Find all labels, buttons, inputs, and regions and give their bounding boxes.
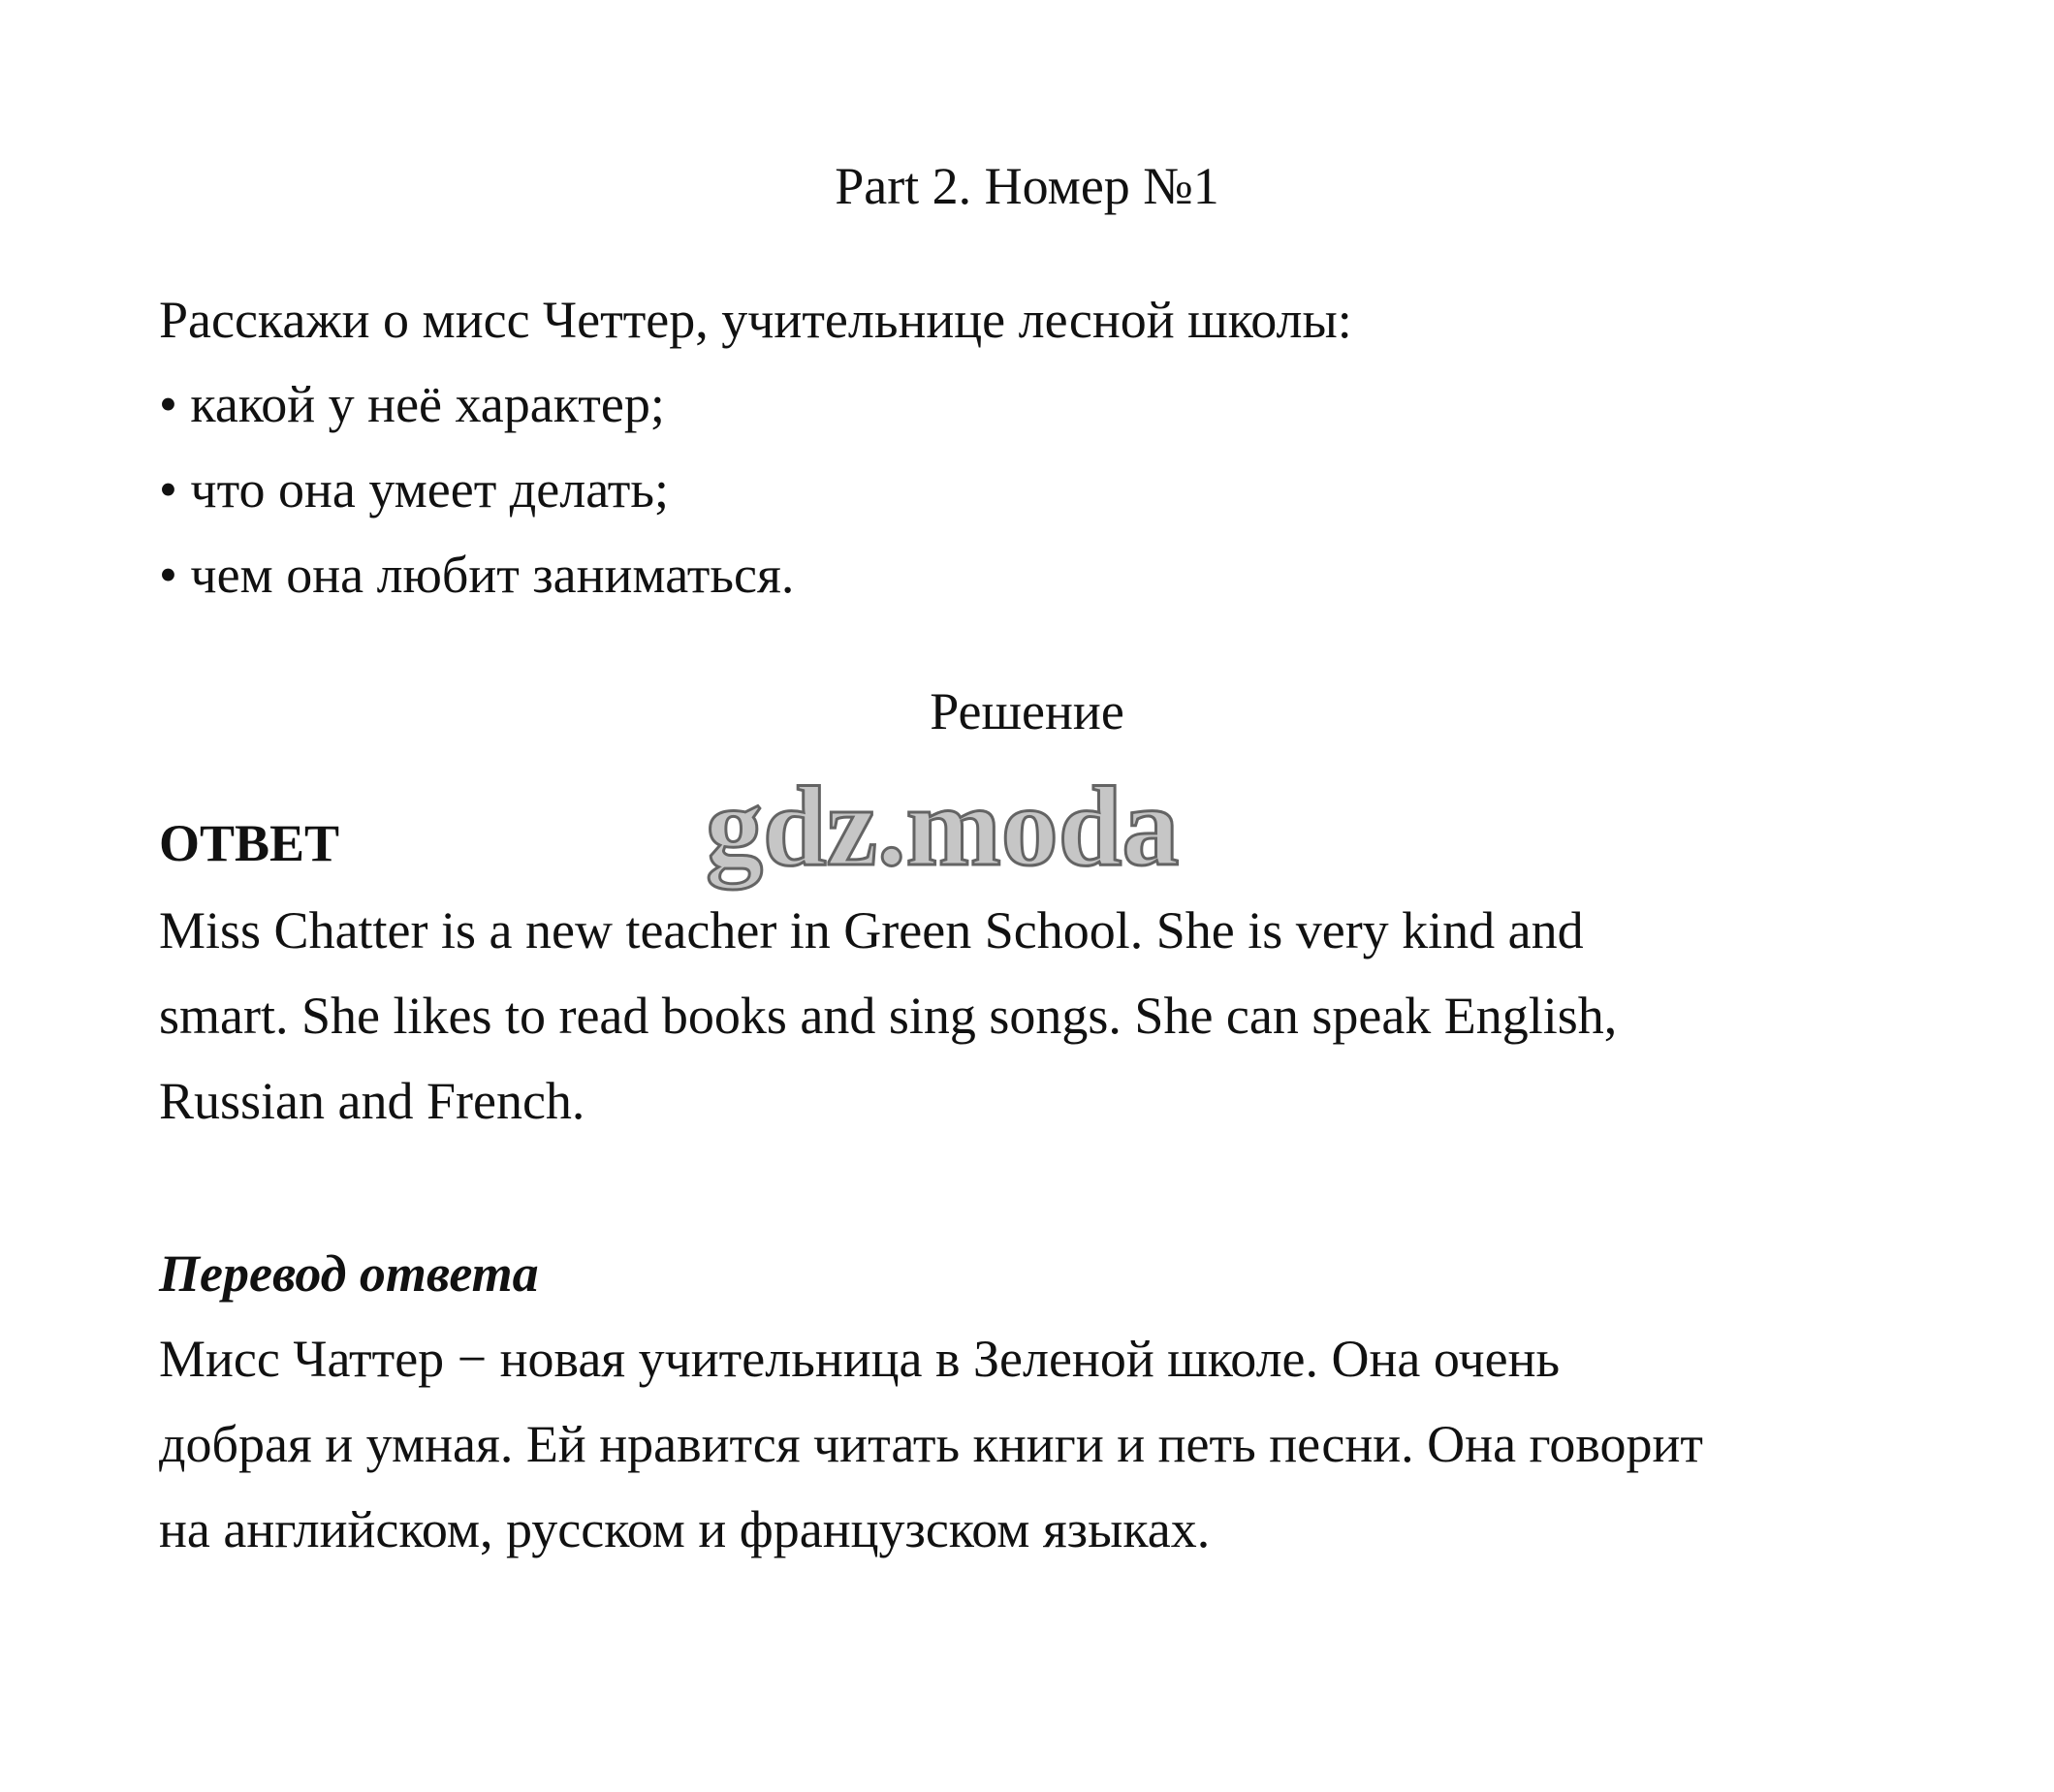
answer-line-1: Miss Chatter is a new teacher in Green School. She is very kind and — [159, 901, 1584, 959]
answer-line-2: smart. She likes to read books and sing songs. She can speak English, — [159, 987, 1618, 1045]
answer-label: ОТВЕТ — [159, 814, 340, 872]
task-bullet-abilities: • что она умеет делать; — [159, 460, 669, 519]
translation-line-3: на английском, русском и французском языках. — [159, 1500, 1211, 1558]
task-intro: Расскажи о мисс Четтер, учительнице лесной школы: — [159, 291, 1352, 349]
watermark-logo — [698, 766, 1299, 892]
solution-heading: Решение — [930, 682, 1124, 740]
translation-line-1: Мисс Чаттер − новая учительница в Зеленой школе. Она очень — [159, 1330, 1561, 1388]
page-title: Part 2. Номер №1 — [835, 157, 1219, 215]
task-bullet-character: • какой у неё характер; — [159, 375, 665, 433]
translation-line-2: добрая и умная. Ей нравится читать книги и петь песни. Она говорит — [159, 1415, 1703, 1473]
watermark-text: gdz.moda — [706, 766, 1180, 890]
answer-line-3: Russian and French. — [159, 1072, 585, 1130]
task-bullet-hobbies: • чем она любит заниматься. — [159, 546, 795, 604]
translation-label: Перевод ответа — [159, 1244, 539, 1303]
